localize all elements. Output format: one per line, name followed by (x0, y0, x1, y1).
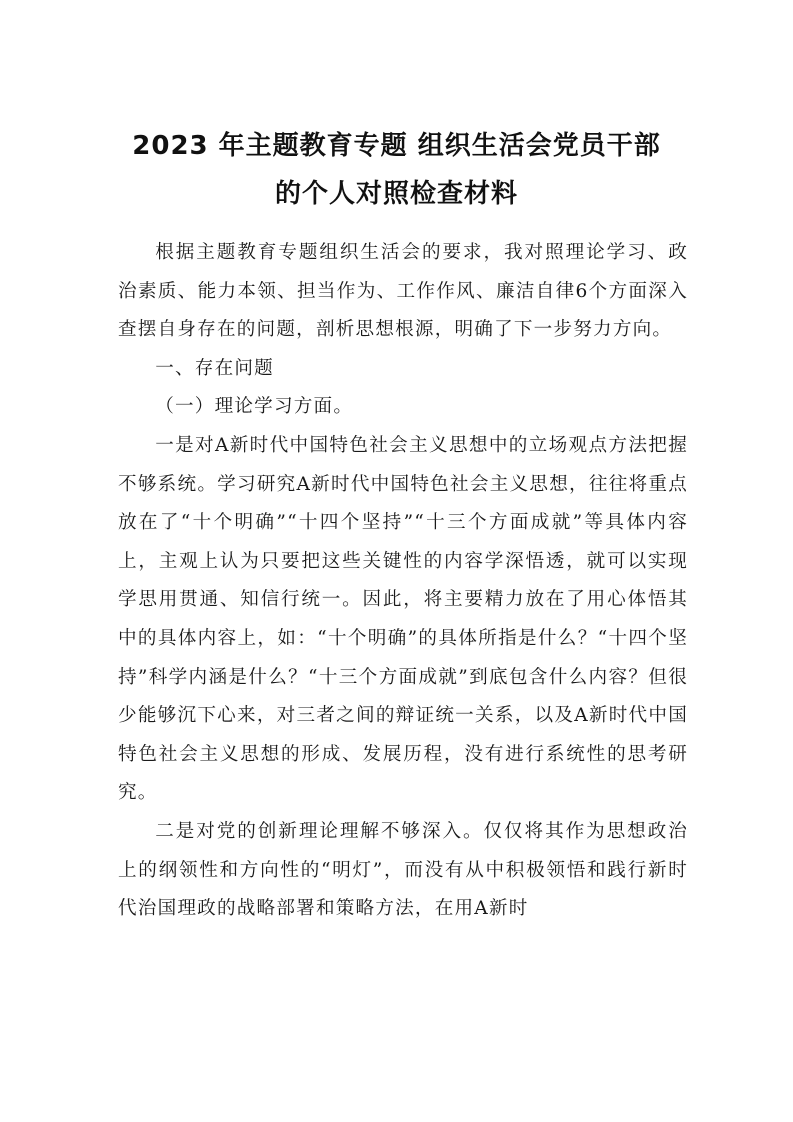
paragraph-2: 二是对党的创新理论理解不够深入。仅仅将其作为思想政治上的纲领性和方向性的“明灯”，而没有从中积极领悟和践行新时代治国理政的战略部署和策略方法，在用A新时 (118, 820, 688, 920)
document-title-line-2: 的个人对照检查材料 (274, 179, 518, 209)
intro-paragraph: 根据主题教育专题组织生活会的要求，我对照理论学习、政治素质、能力本领、担当作为、工作作风、廉洁自律6个方面深入查摆自身存在的问题，剖析思想根源，明确了下一步努力方向。 (118, 242, 688, 341)
document-body (118, 234, 688, 929)
document-title-line-1: 2023 年主题教育专题 组织生活会党员干部 (132, 131, 661, 161)
paragraph-1: 一是对A新时代中国特色社会主义思想中的立场观点方法把握不够系统。学习研究A新时代中国特色社会主义思想，往往将重点放在了“十个明确”“十四个坚持”“十三个方面成就”等具体内容上，主观上认为只要把这些关键性的内容学深悟透，就可以实现学思用贯通、知信行统一。因此，将主要精力放在了用心体悟其中的具体内容上，如：“十个明确”的具体所指是什么？“十四个坚持”科学内涵是什么？“十三个方面成就”到底包含什么内容？但很少能够沉下心来，对三者之间的辩证统一关系，以及A新时代中国特色社会主义思想的形成、发展历程，没有进行系统性的思考研究。 (118, 434, 688, 804)
subsection-heading: （一）理论学习方面。 (155, 396, 354, 418)
section-heading: 一、存在问题 (155, 357, 274, 379)
